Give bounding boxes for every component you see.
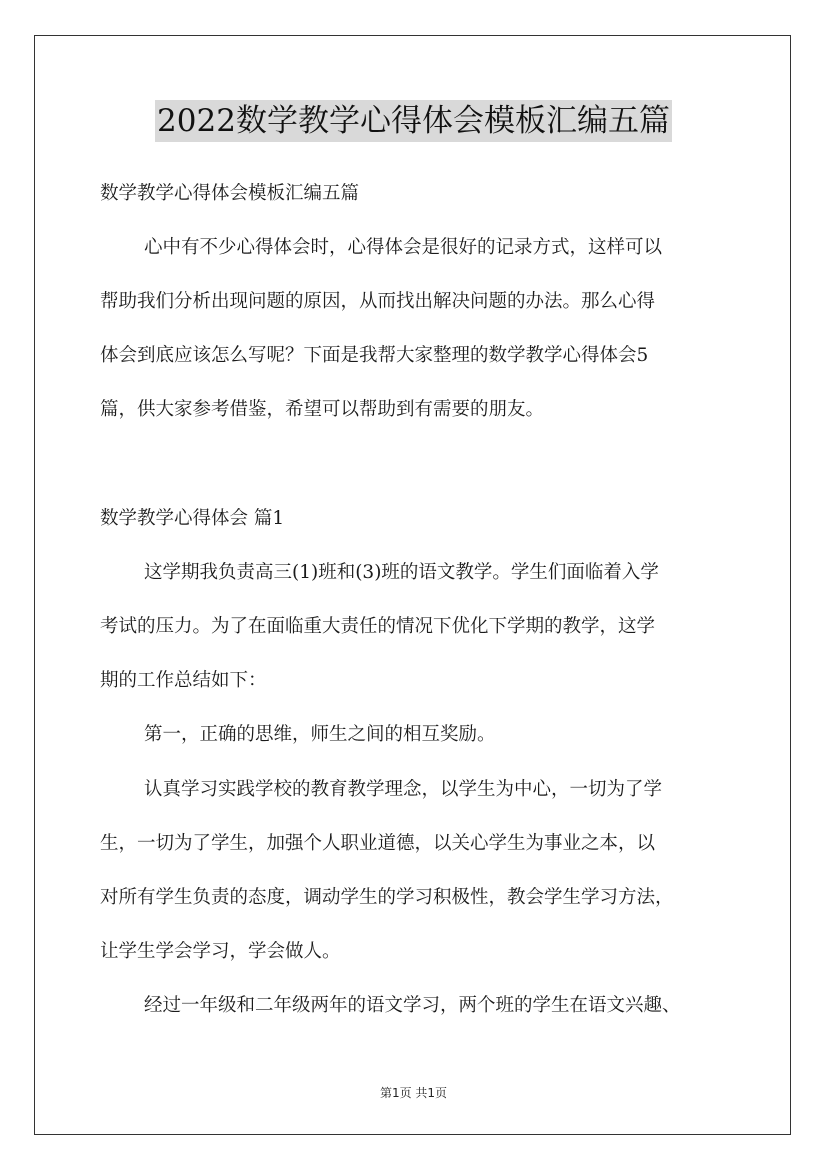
body-line: 生，一切为了学生，加强个人职业道德，以关心学生为事业之本，以 bbox=[100, 833, 656, 854]
body-line: 对所有学生负责的态度，调动学生的学习积极性，教会学生学习方法， bbox=[100, 887, 674, 908]
body-line: 经过一年级和二年级两年的语文学习，两个班的学生在语文兴趣、 bbox=[144, 995, 681, 1016]
intro-line: 心中有不少心得体会时，心得体会是很好的记录方式，这样可以 bbox=[144, 237, 663, 258]
intro-line: 篇，供大家参考借鉴，希望可以帮助到有需要的朋友。 bbox=[100, 399, 545, 420]
intro-line: 体会到底应该怎么写呢？下面是我帮大家整理的数学教学心得体会5 bbox=[100, 345, 649, 366]
body-line: 让学生学会学习，学会做人。 bbox=[100, 941, 341, 962]
section-heading: 数学教学心得体会 篇1 bbox=[100, 508, 285, 529]
body-line: 认真学习实践学校的教育教学理念，以学生为中心，一切为了学 bbox=[144, 779, 663, 800]
body-line: 第一，正确的思维，师生之间的相互奖励。 bbox=[144, 724, 496, 745]
body-line: 这学期我负责高三(1)班和(3)班的语文教学。学生们面临着入学 bbox=[144, 562, 659, 583]
intro-line: 帮助我们分析出现问题的原因，从而找出解决问题的办法。那么心得 bbox=[100, 291, 656, 312]
body-line: 期的工作总结如下： bbox=[100, 670, 267, 691]
page-footer: 第1页 共1页 bbox=[379, 1086, 448, 1100]
body-line: 考试的压力。为了在面临重大责任的情况下优化下学期的教学，这学 bbox=[100, 616, 656, 637]
document-title: 2022数学教学心得体会模板汇编五篇 bbox=[155, 100, 672, 142]
subtitle-line: 数学教学心得体会模板汇编五篇 bbox=[100, 183, 360, 204]
title-container bbox=[0, 100, 827, 142]
